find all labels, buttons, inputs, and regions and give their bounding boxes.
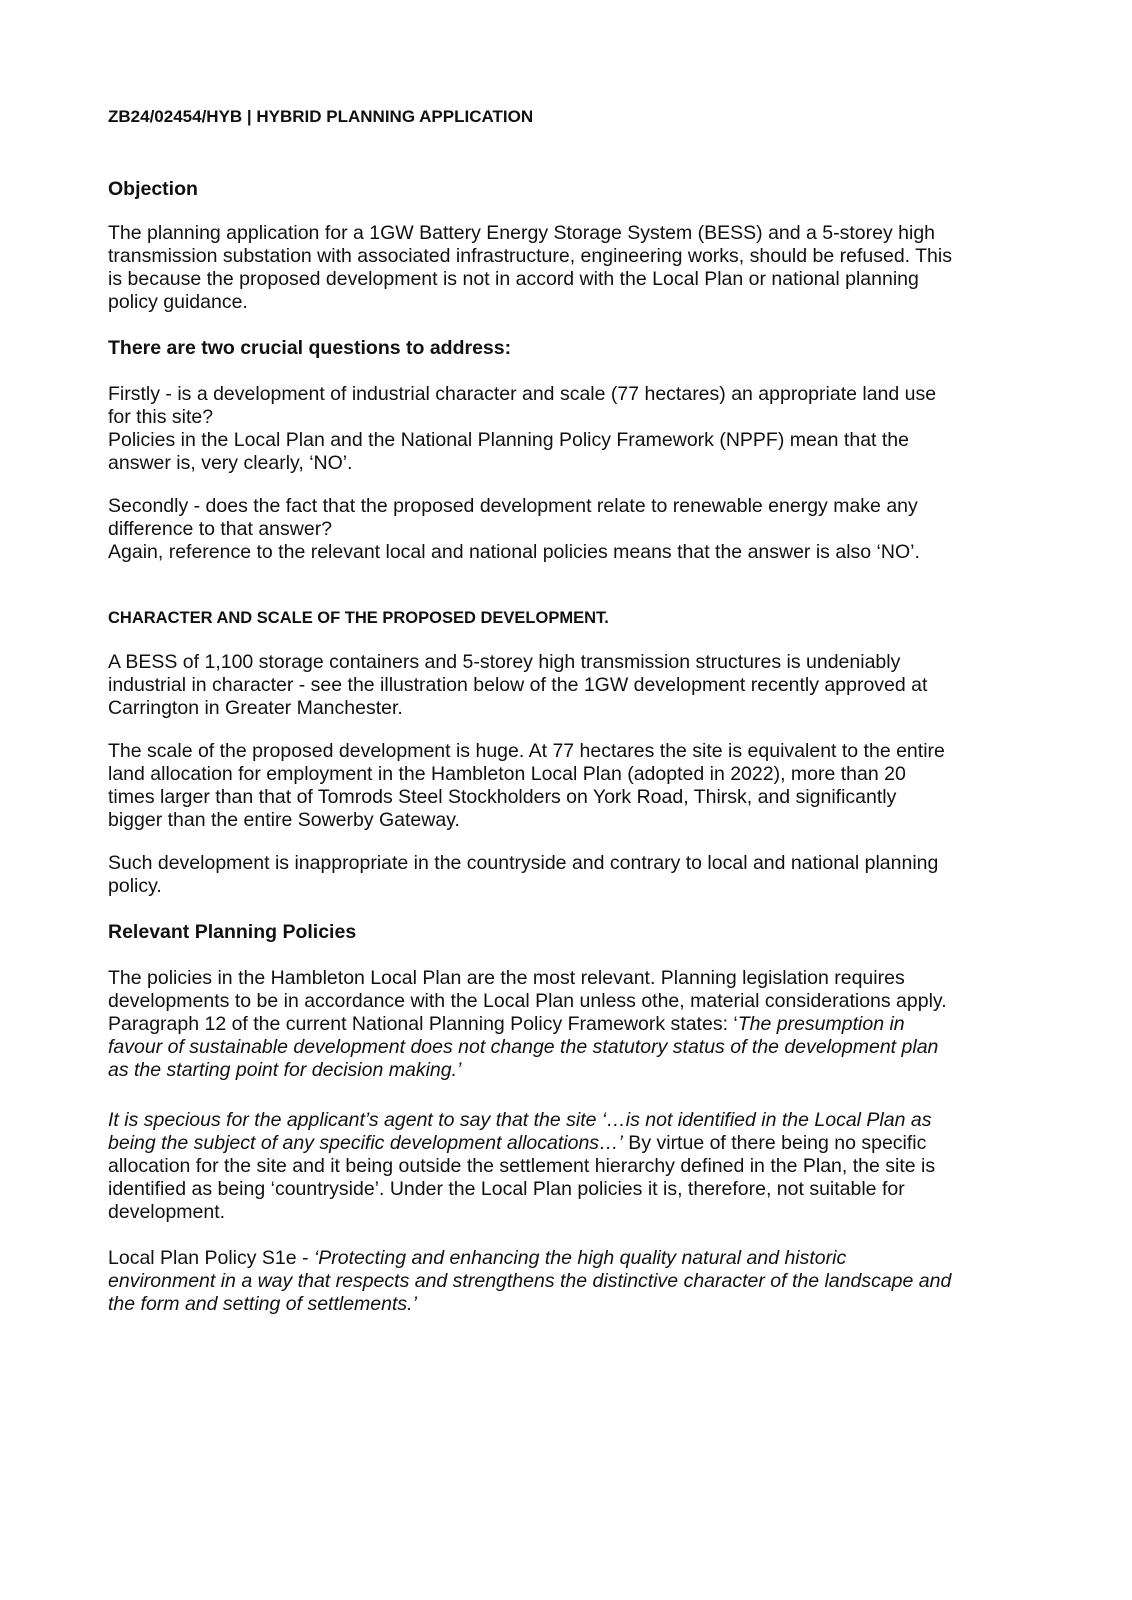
firstly-paragraph [108,383,1028,475]
text-line: transmission substation with associated infrastructure, engineering works, should be refused. This [108,245,952,267]
text-line: industrial in character - see the illustration below of the 1GW development recently approved at [108,674,928,696]
text-line [108,1013,1028,1036]
text-line: policy. [108,875,162,897]
text-run: Local Plan Policy S1e - [108,1247,314,1269]
quote-line: environment in a way that respects and strengthens the distinctive character of the landscape and [108,1270,952,1292]
text-line [108,1132,1028,1155]
text-line: Secondly - does the fact that the proposed development relate to renewable energy make any [108,495,918,517]
quote-line: the form and setting of settlements.’ [108,1293,417,1315]
quote-line: favour of sustainable development does not change the statutory status of the development plan [108,1036,939,1058]
text-line: developments to be in accordance with the Local Plan unless othe, material considerations apply. [108,990,947,1012]
questions-heading: There are two crucial questions to address: [108,337,512,359]
application-reference: ZB24/02454/HYB | HYBRID PLANNING APPLICATION [108,107,534,126]
text-line: bigger than the entire Sowerby Gateway. [108,809,460,831]
character-heading: CHARACTER AND SCALE OF THE PROPOSED DEVELOPMENT. [108,609,609,627]
quote-run: The presumption in [737,1013,905,1035]
text-line: policy guidance. [108,291,248,313]
text-line: Such development is inappropriate in the countryside and contrary to local and national planning [108,852,939,874]
objection-heading: Objection [108,178,198,200]
text-line: Again, reference to the relevant local and national policies means that the answer is also ‘NO’. [108,541,920,563]
quote-line: as the starting point for decision making.’ [108,1059,462,1081]
character-paragraph-2 [108,740,1028,832]
text-run: Paragraph 12 of the current National Planning Policy Framework states: ‘ [108,1013,738,1035]
character-paragraph-3 [108,852,1028,898]
policies-paragraph-1 [108,967,1028,1082]
policies-paragraph-2 [108,1109,1028,1224]
objection-paragraph [108,222,1028,314]
text-line: for this site? [108,406,214,428]
character-paragraph-1 [108,651,1028,720]
policies-heading: Relevant Planning Policies [108,921,357,943]
text-line: development. [108,1201,226,1223]
text-line: difference to that answer? [108,518,333,540]
text-line: The planning application for a 1GW Battery Energy Storage System (BESS) and a 5-storey high [108,222,936,244]
quote-run: ‘Protecting and enhancing the high quality natural and historic [313,1247,847,1269]
text-line: Policies in the Local Plan and the National Planning Policy Framework (NPPF) mean that the [108,429,909,451]
text-line: answer is, very clearly, ‘NO’. [108,452,353,474]
text-line: Firstly - is a development of industrial character and scale (77 hectares) an appropriate land use [108,383,937,405]
text-line: land allocation for employment in the Hambleton Local Plan (adopted in 2022), more than 20 [108,763,906,785]
quote-line: It is specious for the applicant’s agent to say that the site ‘…is not identified in the Local Plan as [108,1109,932,1131]
text-line: A BESS of 1,100 storage containers and 5-storey high transmission structures is undeniably [108,651,901,673]
text-line: The scale of the proposed development is huge. At 77 hectares the site is equivalent to the entire [108,740,945,762]
text-run: By virtue of there being no specific [622,1132,927,1154]
text-line: allocation for the site and it being outside the settlement hierarchy defined in the Plan, the site is [108,1155,936,1177]
text-line: The policies in the Hambleton Local Plan are the most relevant. Planning legislation requires [108,967,905,989]
quote-run: being the subject of any specific development allocations…’ [108,1132,623,1154]
policies-paragraph-3 [108,1247,1028,1316]
secondly-paragraph [108,495,1028,564]
text-line: times larger than that of Tomrods Steel Stockholders on York Road, Thirsk, and significantly [108,786,897,808]
text-line: Carrington in Greater Manchester. [108,697,403,719]
text-line: identified as being ‘countryside’. Under the Local Plan policies it is, therefore, not suitable for [108,1178,905,1200]
text-line [108,1247,1028,1270]
text-line: is because the proposed development is not in accord with the Local Plan or national planning [108,268,919,290]
